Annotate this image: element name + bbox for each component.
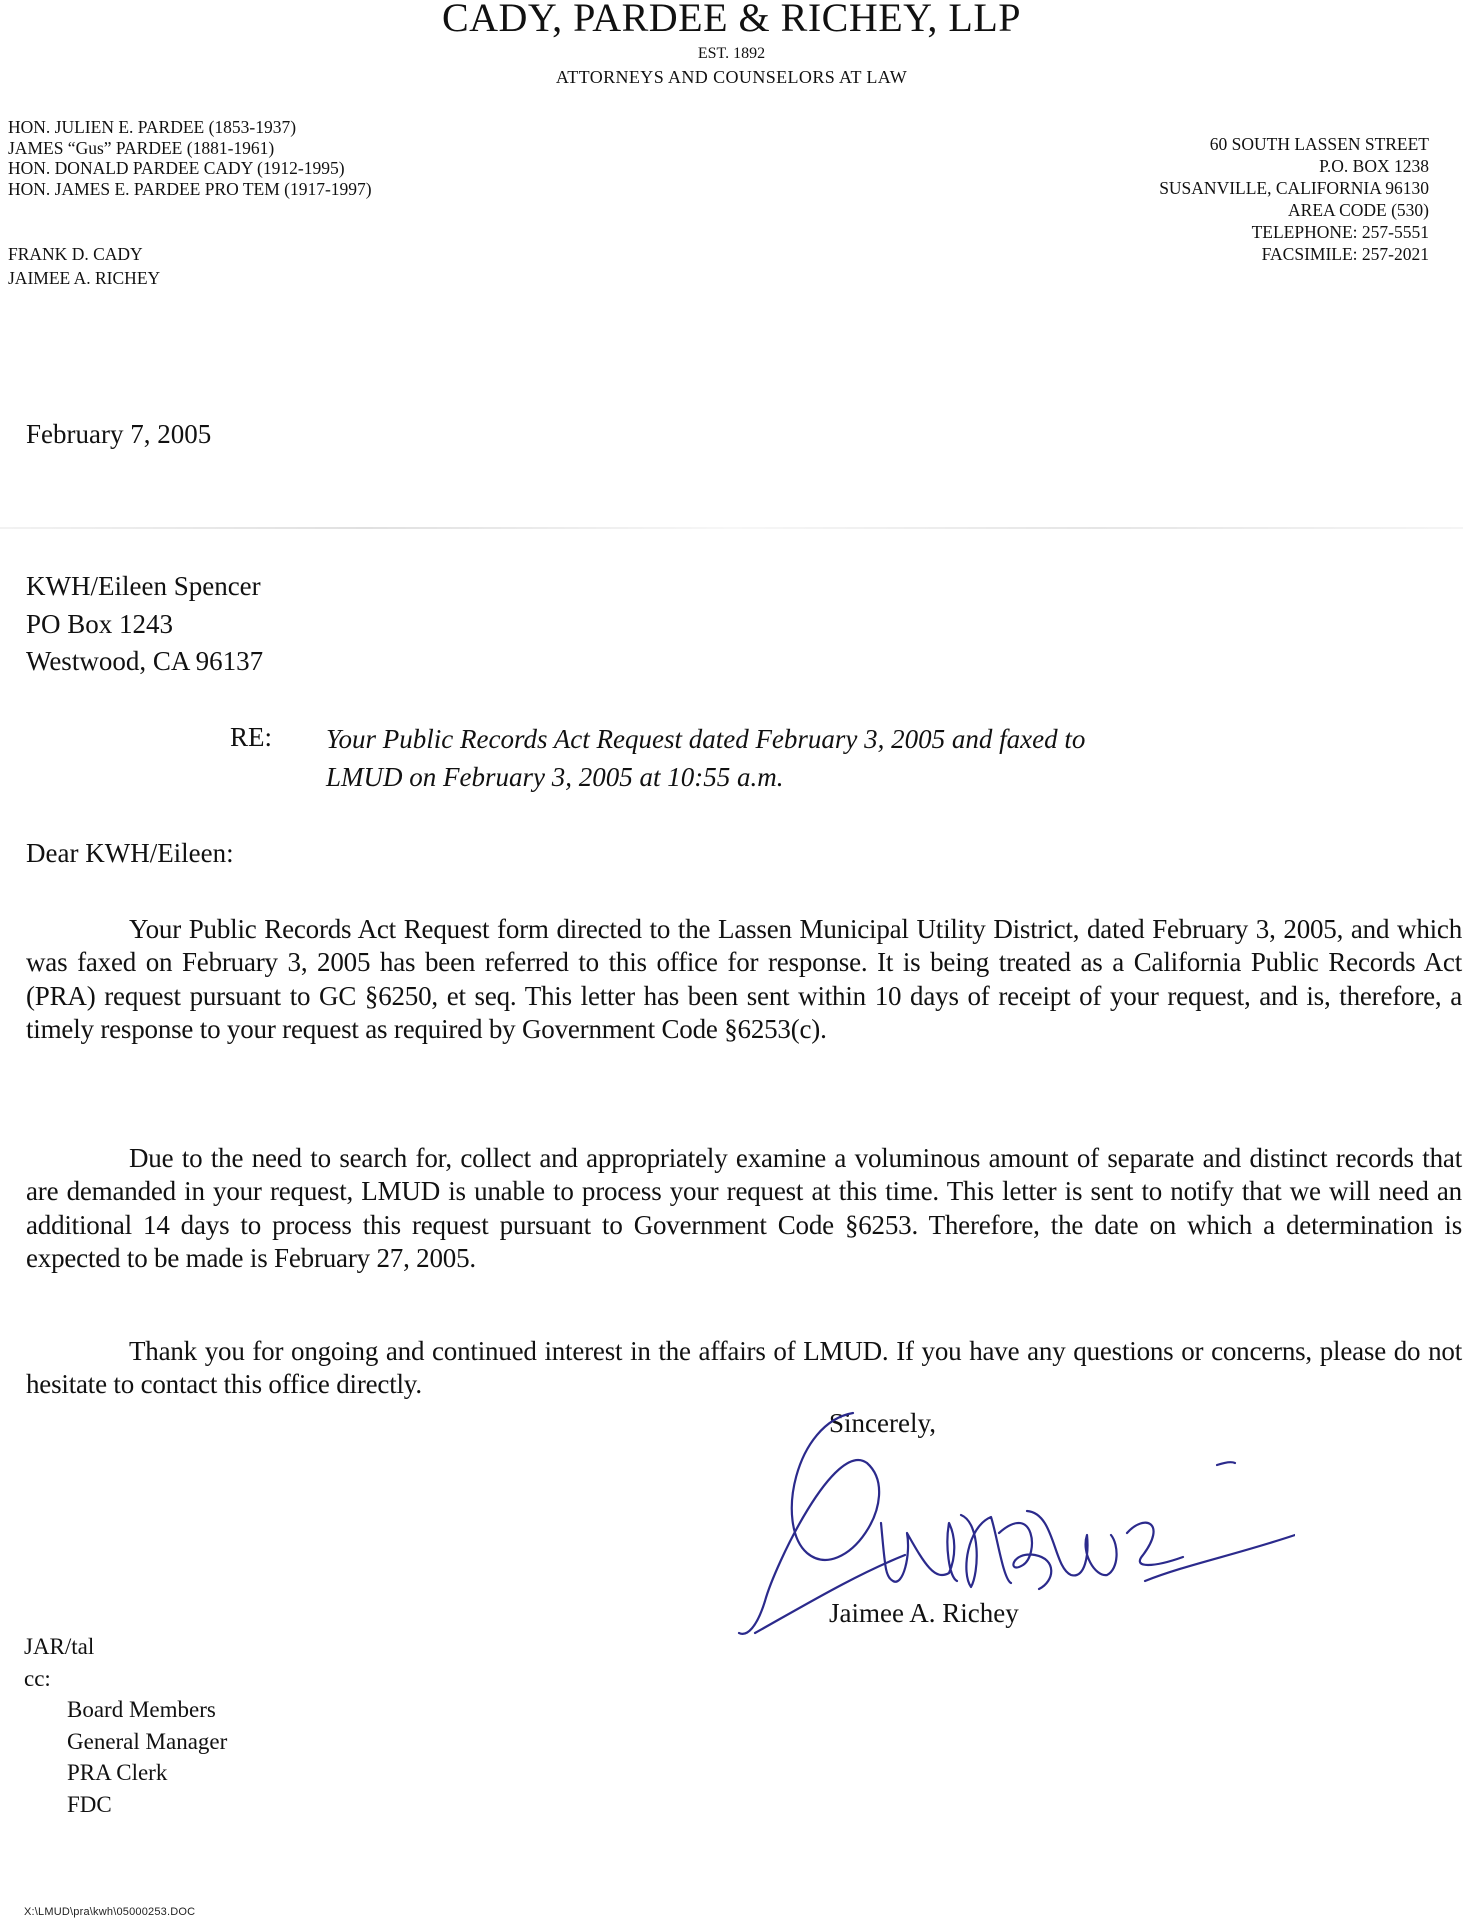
recipient-line: Westwood, CA 96137 (26, 646, 264, 676)
re-subject-line: LMUD on February 3, 2005 at 10:55 a.m. (326, 761, 784, 792)
firm-address-block (1159, 133, 1429, 265)
cc-recipient: General Manager (67, 1728, 228, 1754)
closing: Sincerely, (829, 1408, 936, 1438)
body-paragraph-2: Due to the need to search for, collect and appropriately examine a voluminous amount of separate and distinct records that are demanded in your request, LMUD is unable to process your request at this time. This letter is sent to notify that we will need an additional 14 days to process this request pursuant to Government Code §6253. Therefore, the date on which a determination is expected to be made is February 27, 2005. (26, 1143, 1462, 1273)
recipient-address (26, 568, 263, 681)
initials-text: JAR/tal (24, 1634, 95, 1659)
established-year: EST. 1892 (697, 45, 766, 62)
recipient-line: KWH/Eileen Spencer (26, 571, 261, 601)
firm-tagline: ATTORNEYS AND COUNSELORS AT LAW (555, 67, 908, 87)
body-paragraph-1: Your Public Records Act Request form directed to the Lassen Municipal Utility District, dated February 3, 2005, and which was faxed on February 3, 2005 has been referred to this office for response. It is being treated as a California Public Records Act (PRA) request pursuant to GC §6250, et seq. This letter has been sent within 10 days of receipt of your request, and is, therefore, a timely response to your request as required by Government Code §6253(c). (26, 914, 1462, 1044)
re-subject-line: Your Public Records Act Request dated February 3, 2005 and faxed to (326, 724, 1086, 754)
firm-name: CADY, PARDEE & RICHEY, LLP (441, 0, 1022, 40)
historical-partners-list (8, 117, 372, 199)
document-file-path: X:\LMUD\pra\kwh\05000253.DOC (24, 1906, 196, 1918)
signer-name: Jaimee A. Richey (829, 1598, 1019, 1628)
historical-partner: HON. DONALD PARDEE CADY (1912-1995) (8, 158, 345, 178)
historical-partner: HON. JAMES E. PARDEE PRO TEM (1917-1997) (8, 178, 372, 199)
cc-recipient: PRA Clerk (67, 1760, 168, 1785)
current-attorneys-list (8, 242, 160, 290)
attorney-name: FRANK D. CADY (8, 244, 143, 264)
cc-recipient: FDC (67, 1791, 112, 1817)
cc-recipient: Board Members (67, 1697, 216, 1722)
historical-partner: HON. JULIEN E. PARDEE (1853-1937) (8, 117, 297, 137)
facsimile-line: FACSIMILE: 257-2021 (1261, 244, 1429, 264)
letter-date: February 7, 2005 (26, 419, 212, 449)
address-line: 60 SOUTH LASSEN STREET (1209, 134, 1429, 154)
cc-label: cc: (24, 1665, 51, 1691)
cc-recipients-list (67, 1694, 227, 1820)
address-line: P.O. BOX 1238 (1319, 156, 1429, 176)
salutation: Dear KWH/Eileen: (26, 838, 234, 868)
address-line: SUSANVILLE, CALIFORNIA 96130 (1159, 178, 1429, 198)
re-label: RE: (230, 722, 273, 752)
body-paragraph-3: Thank you for ongoing and continued interest in the affairs of LMUD. If you have any questions or concerns, please do not hesitate to contact this office directly. (26, 1336, 1462, 1400)
attorney-name: JAIMEE A. RICHEY (8, 268, 161, 288)
historical-partner: JAMES “Gus” PARDEE (1881-1961) (8, 137, 275, 158)
telephone-line: TELEPHONE: 257-5551 (1251, 222, 1429, 242)
recipient-line: PO Box 1243 (26, 608, 174, 639)
typist-initials (24, 1631, 94, 1694)
address-line: AREA CODE (530) (1288, 200, 1429, 220)
re-subject (326, 721, 1306, 796)
scan-artifact-line (0, 527, 1463, 529)
